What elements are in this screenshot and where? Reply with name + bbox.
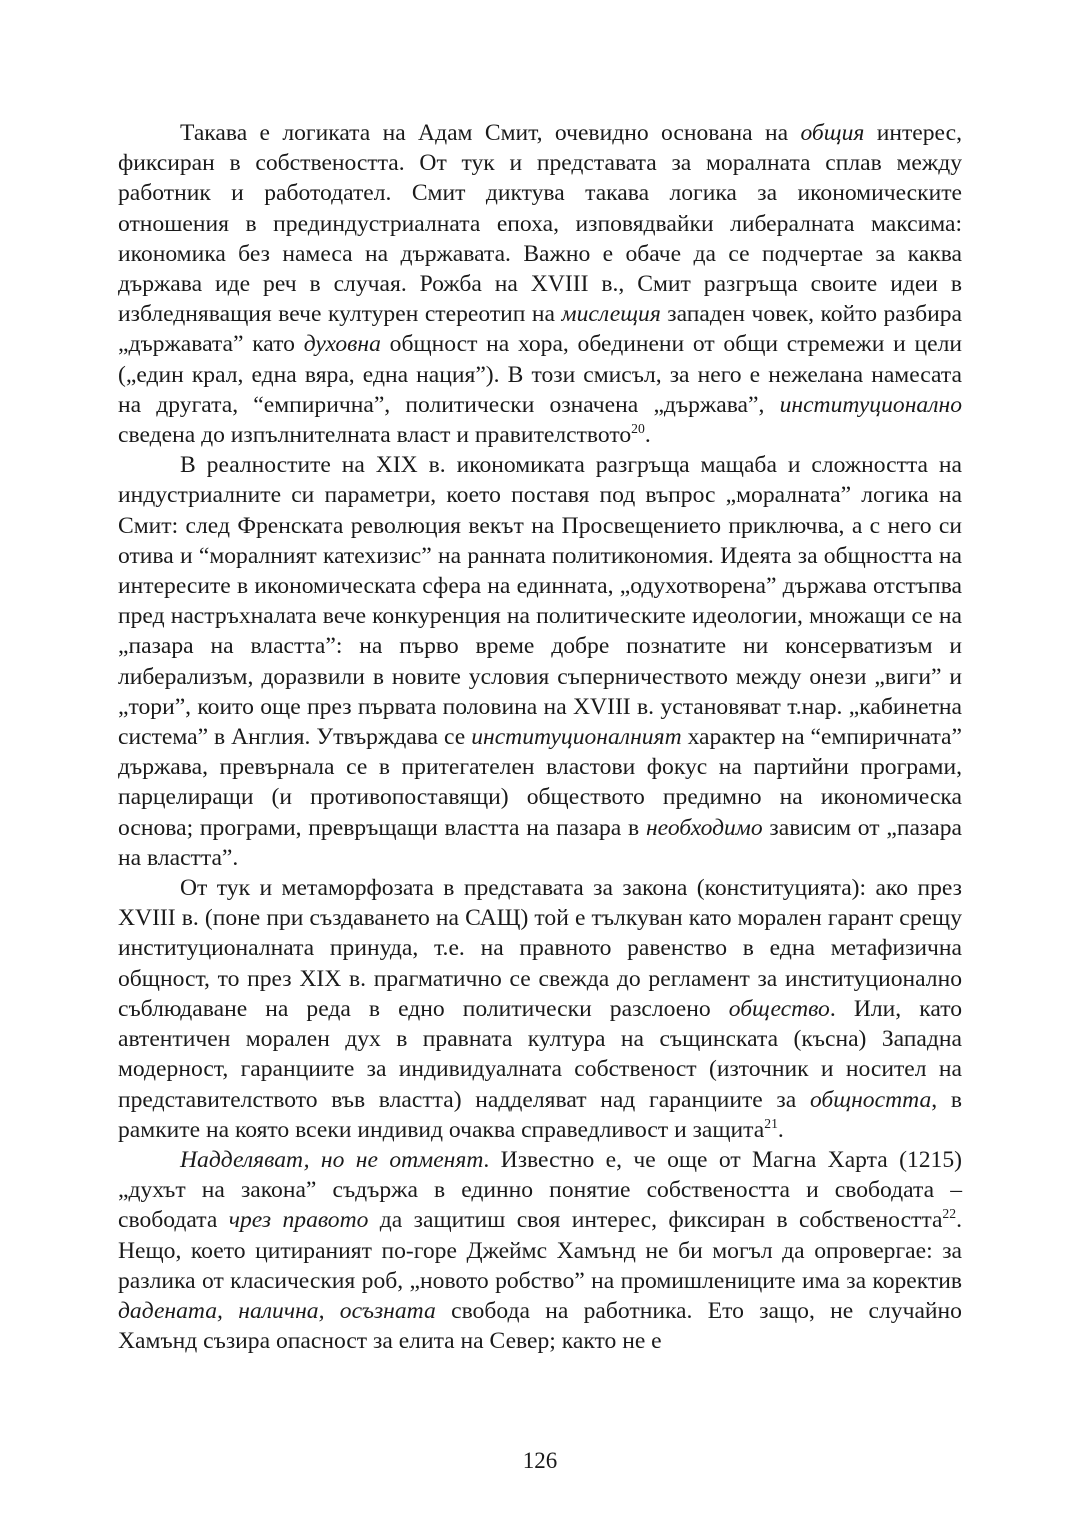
text-run: западен човек, който разбира „държавата” като bbox=[118, 301, 962, 358]
page-body bbox=[118, 118, 962, 1356]
italic-phrase: необходимо bbox=[645, 814, 763, 841]
text-run: . Или, като автентичен морален дух в правната култура на същинската (късна) Западна модерност, гаранциите за индивидуалната собственост (източник и носител на представителството във властта) надделяват над гаранциите за bbox=[118, 995, 963, 1113]
footnote-ref: 22 bbox=[942, 1206, 957, 1222]
text-run: характер на “емпиричната” държава, превърнала се в притегателен властови фокус на партийни програми, парцелиращи (и противопоставящи) обществото предимно на икономическа основа; програми, превръщащи властта на пазара в bbox=[118, 724, 962, 841]
text-run: свобода на работника. Ето защо, не случайно Хамънд съзира опасност за елита на Север; както не е bbox=[118, 1297, 962, 1355]
text-run: Такава е логиката на Адам Смит, очевидно основана на bbox=[180, 120, 801, 146]
paragraph-1 bbox=[118, 118, 962, 450]
italic-phrase: общия bbox=[800, 120, 865, 146]
text-run: От тук и метаморфозата в представата за закона (конституцията): ако през XVIII в. (поне при създаването на САЩ) той е тълкуван като морален гарант срещу институционалната принуда, т.е. на правното равенство в една метафизична общност, то през XIX в. прагматично се свежда до регламент за институционално съблюдаване на реда в едно политически разслоено bbox=[118, 875, 962, 1022]
text-run: . Нещо, което цитираният по-горе Джеймс Хамънд не би могъл да опровергае: за разлика от класическия роб, „новото робство” на промишлениците има за коректив bbox=[118, 1207, 962, 1294]
text-run: да защитиш своя интерес, фиксиран в собствеността bbox=[368, 1207, 943, 1234]
text-run: сведена до изпълнителната власт и правителството bbox=[118, 422, 632, 449]
italic-phrase: чрез правото bbox=[228, 1207, 369, 1234]
footnote-ref: 20 bbox=[631, 421, 645, 437]
italic-phrase: Надделяват, но не отменят bbox=[180, 1146, 484, 1173]
text-run: , в рамките на която всеки индивид очаква справедливост и защита bbox=[118, 1086, 962, 1143]
italic-phrase: общността bbox=[809, 1086, 932, 1113]
paragraph-2 bbox=[118, 450, 962, 873]
footnote-ref: 21 bbox=[764, 1115, 778, 1131]
italic-phrase: институционалният bbox=[471, 724, 682, 751]
text-run: . bbox=[644, 422, 651, 449]
paragraph-3 bbox=[118, 873, 962, 1145]
text-run: . Известно е, че още от Магна Харта (1215) „духът на закона” съдържа в единно понятие собствеността и свободата – свободата bbox=[118, 1146, 962, 1234]
text-run: . bbox=[777, 1116, 784, 1143]
text-run: общност на хора, обединени от общи стремежи и цели („един крал, една вяра, една нация”). В този смисъл, за него е нежелана намесата на другата, “емпирична”, политически означена „държава”, bbox=[118, 331, 962, 418]
paragraph-4 bbox=[118, 1145, 962, 1356]
italic-phrase: институционално bbox=[779, 391, 962, 418]
text-run: зависим от „пазара на властта”. bbox=[118, 814, 962, 871]
italic-phrase: дадената, налична, осъзната bbox=[118, 1297, 436, 1324]
text-run: интерес, фиксиран в собствеността. От тук и представата за моралната сплав между работник и работодател. Смит диктува такава логика за икономическите отношения в прединдустриалната епоха, изповядвайки либералната максима: икономика без намеса на държавата. Важно е обаче да се подчертае за каква държава иде реч в случая. Рожба на XVIII в., Смит разгръща своите идеи в избледняващия вече културен стереотип на bbox=[118, 120, 962, 328]
page-number: 126 bbox=[522, 1448, 558, 1473]
italic-phrase: общество bbox=[728, 995, 830, 1022]
text-run: В реалностите на XIX в. икономиката разгръща мащаба и сложността на индустриалните си параметри, което поставя под въпрос „моралната” логика на Смит: след Френската революция векът на Просвещението приключва, а с него си отива и “моралният катехизис” на ранната политикономия. Идеята за общността на интересите в икономическата сфера на единната, „одухотворена” държава отстъпва пред настръхналата вече конкуренция на политическите идеологии, множащи се на „пазара на властта”: на първо време добре познатите ни консерватизъм и либерализъм, доразвили в новите условия съперничеството между онези „виги” и „тори”, които още през първата половина на XVIII в. установяват т.нар. „кабинетна система” в Англия. Утвърждава се bbox=[118, 452, 962, 751]
italic-phrase: мислещия bbox=[561, 301, 661, 328]
italic-phrase: духовна bbox=[303, 331, 381, 358]
